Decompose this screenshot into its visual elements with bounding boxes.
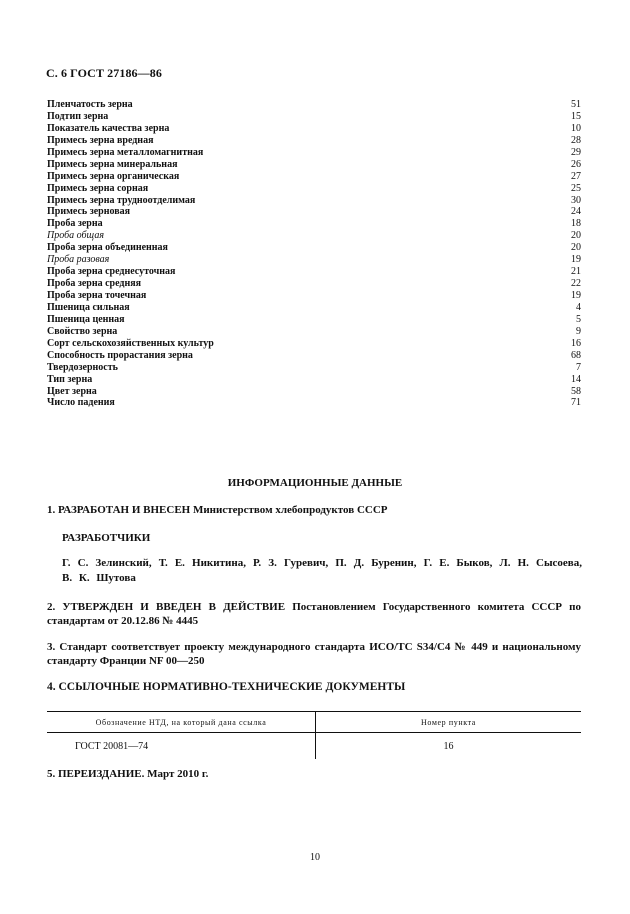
- index-page-number: 7: [576, 361, 581, 373]
- list-item: [47, 314, 581, 326]
- list-item: [47, 386, 581, 398]
- index-page-number: 19: [571, 290, 581, 301]
- index-page-number: 14: [571, 373, 581, 385]
- info-item-approved-text: 2. УТВЕРЖДЕН И ВВЕДЕН В ДЕЙСТВИЕ Постановлением Государственного комитета СССР по стандартам от 20.12.86 № 4445: [47, 601, 581, 627]
- list-item: [47, 397, 581, 409]
- page-header: С. 6 ГОСТ 27186—86: [46, 66, 162, 80]
- index-page-number: 25: [571, 182, 581, 194]
- index-page-number: 20: [571, 242, 581, 254]
- index-page-number: 16: [571, 337, 581, 349]
- list-item: [47, 374, 581, 386]
- index-page-number: 28: [571, 134, 581, 146]
- index-term: Проба общая: [47, 230, 104, 242]
- index-term: Проба зерна объединенная: [47, 242, 168, 254]
- list-item: [47, 266, 581, 278]
- references-table-clause-cell: 16: [316, 733, 582, 760]
- page-number: 10: [310, 852, 320, 863]
- index-page-number: 24: [571, 206, 581, 218]
- references-table-header-doc: Обозначение НТД, на который дана ссылка: [47, 712, 316, 733]
- index-term: Проба разовая: [47, 254, 110, 266]
- index-term: Пшеница сильная: [47, 301, 130, 313]
- list-item: [47, 111, 581, 123]
- info-section-title: ИНФОРМАЦИОННЫЕ ДАННЫЕ: [227, 477, 403, 489]
- index-term: Показатель качества зерна: [47, 122, 170, 134]
- index-term: Сорт сельскохозяйственных культур: [47, 337, 214, 349]
- index-page-number: 5: [576, 313, 581, 325]
- list-item: [47, 123, 581, 135]
- subject-index-list: [47, 99, 581, 409]
- developers-heading: РАЗРАБОТЧИКИ: [62, 532, 151, 544]
- index-term: Примесь зерна вредная: [47, 134, 154, 146]
- index-term: Примесь зерна металломагнитная: [47, 146, 204, 158]
- index-page-number: 29: [571, 146, 581, 158]
- list-item: [47, 242, 581, 254]
- index-term: Цвет зерна: [47, 385, 97, 397]
- index-term: Примесь зерна трудноотделимая: [47, 194, 196, 206]
- index-term: Примесь зерна минеральная: [47, 158, 178, 170]
- index-page-number: 22: [571, 278, 581, 290]
- list-item: [47, 350, 581, 362]
- references-table-header-row: [47, 712, 581, 733]
- index-term: Примесь зерна сорная: [47, 182, 149, 194]
- index-page-number: 68: [571, 349, 581, 361]
- index-page-number: 19: [571, 254, 581, 266]
- index-term: Число падения: [47, 397, 115, 409]
- index-term: Примесь зерна органическая: [47, 170, 180, 182]
- list-item: [47, 195, 581, 207]
- index-page-number: 20: [571, 230, 581, 242]
- developers-list: Г. С. Зелинский, Т. Е. Никитина, Р. З. Гуревич, П. Д. Буренин, Г. Е. Быков, Л. Н. Сысоева, В. К. Шутова: [62, 557, 582, 584]
- info-item-reissue: 5. ПЕРЕИЗДАНИЕ. Март 2010 г.: [47, 768, 209, 780]
- list-item: [47, 230, 581, 242]
- list-item: [47, 254, 581, 266]
- index-term: Подтип зерна: [47, 110, 109, 122]
- info-item-developed: 1. РАЗРАБОТАН И ВНЕСЕН Министерством хлебопродуктов СССР: [47, 504, 388, 516]
- references-table: [47, 711, 581, 759]
- list-item: [47, 338, 581, 350]
- index-page-number: 26: [571, 158, 581, 170]
- list-item: [47, 362, 581, 374]
- index-term: Проба зерна точечная: [47, 290, 147, 301]
- list-item: [47, 159, 581, 171]
- list-item: [47, 206, 581, 218]
- index-page-number: 18: [571, 218, 581, 230]
- index-term: Примесь зерновая: [47, 206, 131, 218]
- index-page-number: 4: [576, 301, 581, 313]
- list-item: [47, 326, 581, 338]
- list-item: [47, 302, 581, 314]
- index-page-number: 9: [576, 325, 581, 337]
- index-term: Способность прорастания зерна: [47, 349, 193, 361]
- list-item: [47, 147, 581, 159]
- index-term: Тип зерна: [47, 373, 93, 385]
- list-item: [47, 183, 581, 195]
- list-item: [47, 290, 581, 302]
- index-term: Пшеница ценная: [47, 313, 125, 325]
- index-term: Пленчатость зерна: [47, 99, 133, 110]
- info-item-approved: [47, 600, 581, 628]
- index-page-number: 71: [571, 397, 581, 409]
- index-page-number: 30: [571, 194, 581, 206]
- list-item: [47, 218, 581, 230]
- index-page-number: 58: [571, 385, 581, 397]
- index-page-number: 21: [571, 266, 581, 278]
- index-page-number: 27: [571, 170, 581, 182]
- table-row: [47, 733, 581, 760]
- list-item: [47, 99, 581, 111]
- list-item: [47, 171, 581, 183]
- index-term: Свойство зерна: [47, 325, 118, 337]
- index-page-number: 51: [571, 99, 581, 110]
- references-table-doc-cell: ГОСТ 20081—74: [75, 740, 149, 752]
- index-page-number: 10: [571, 122, 581, 134]
- info-item-conformity: [47, 640, 581, 668]
- index-page-number: 15: [571, 110, 581, 122]
- index-term: Твердозерность: [47, 361, 118, 373]
- index-term: Проба зерна: [47, 218, 103, 230]
- references-table-header-clause: Номер пункта: [316, 712, 582, 733]
- list-item: [47, 278, 581, 290]
- index-term: Проба зерна среднесуточная: [47, 266, 176, 278]
- info-item-conformity-text: 3. Стандарт соответствует проекту международного стандарта ИСО/ТС S34/C4 № 449 и национальному стандарту Франции NF 00—250: [47, 641, 581, 667]
- info-item-references: 4. ССЫЛОЧНЫЕ НОРМАТИВНО-ТЕХНИЧЕСКИЕ ДОКУМЕНТЫ: [47, 681, 406, 693]
- list-item: [47, 135, 581, 147]
- index-term: Проба зерна средняя: [47, 278, 142, 290]
